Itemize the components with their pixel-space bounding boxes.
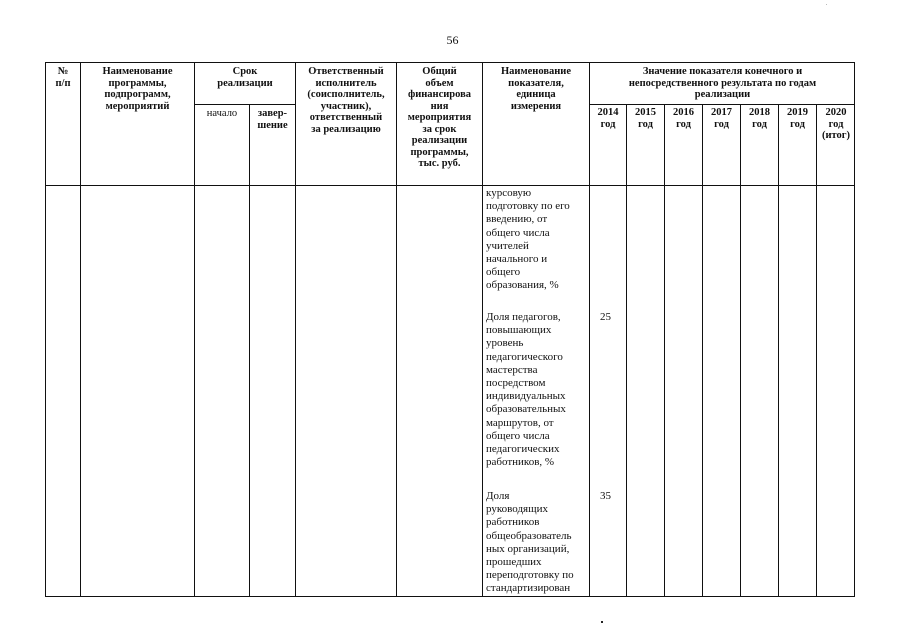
header-term: Срок реализации xyxy=(217,66,273,89)
header-indicator: Наименование показателя, единица измерения xyxy=(501,66,571,112)
header-values-group: Значение показателя конечного и непосредственного результата по годам реализации xyxy=(628,66,817,100)
col-divider xyxy=(194,62,195,597)
value-2014-row-3: 35 xyxy=(600,490,611,502)
col-divider xyxy=(702,104,703,597)
header-program-name: Наименование программы, подпрограмм, мероприятий xyxy=(102,66,173,112)
scan-dot xyxy=(601,621,603,623)
col-divider xyxy=(249,104,250,597)
col-divider xyxy=(295,62,296,597)
header-year-2019: 2019 год xyxy=(787,107,808,130)
header-executor: Ответственный исполнитель (соисполнитель, участник), ответственный за реализацию xyxy=(307,66,385,135)
header-year-2014: 2014 год xyxy=(597,107,619,130)
scan-speck xyxy=(826,4,827,5)
col-divider xyxy=(740,104,741,597)
col-divider xyxy=(80,62,81,597)
indicator-text-row-3: Доля руководящих работников общеобразователь ных организаций, прошедших переподготовку по стандартизирован xyxy=(486,490,574,595)
header-number: № п/п xyxy=(55,66,71,89)
header-year-2018: 2018 год xyxy=(749,107,770,130)
header-bottom-line xyxy=(45,185,855,186)
indicator-text-row-2: Доля педагогов, повышающих уровень педагогического мастерства посредством индивидуальных образовательных маршрутов, от общего числа педагогических работников, % xyxy=(486,311,566,469)
col-divider xyxy=(482,62,483,597)
header-funding: Общий объем финансирова ния мероприятия за срок реализации программы, тыс. руб. xyxy=(407,66,472,169)
col-divider xyxy=(626,104,627,597)
header-term-end: завер- шение xyxy=(257,108,288,131)
page-number: 56 xyxy=(446,33,459,47)
header-term-start: начало xyxy=(206,108,238,119)
header-year-2016: 2016 год xyxy=(673,107,694,130)
indicator-text-row-1: курсовую подготовку по его введению, от общего числа учителей начального и общего образования, % xyxy=(486,187,570,292)
value-2014-row-2: 25 xyxy=(600,311,611,323)
col-divider xyxy=(589,62,590,597)
header-year-2020: 2020 год (итог) xyxy=(821,107,851,141)
col-divider xyxy=(816,104,817,597)
col-divider xyxy=(778,104,779,597)
subheader-line xyxy=(194,104,295,105)
col-divider xyxy=(664,104,665,597)
header-year-2015: 2015 год xyxy=(635,107,656,130)
header-year-2017: 2017 год xyxy=(711,107,732,130)
subheader-line xyxy=(589,104,855,105)
